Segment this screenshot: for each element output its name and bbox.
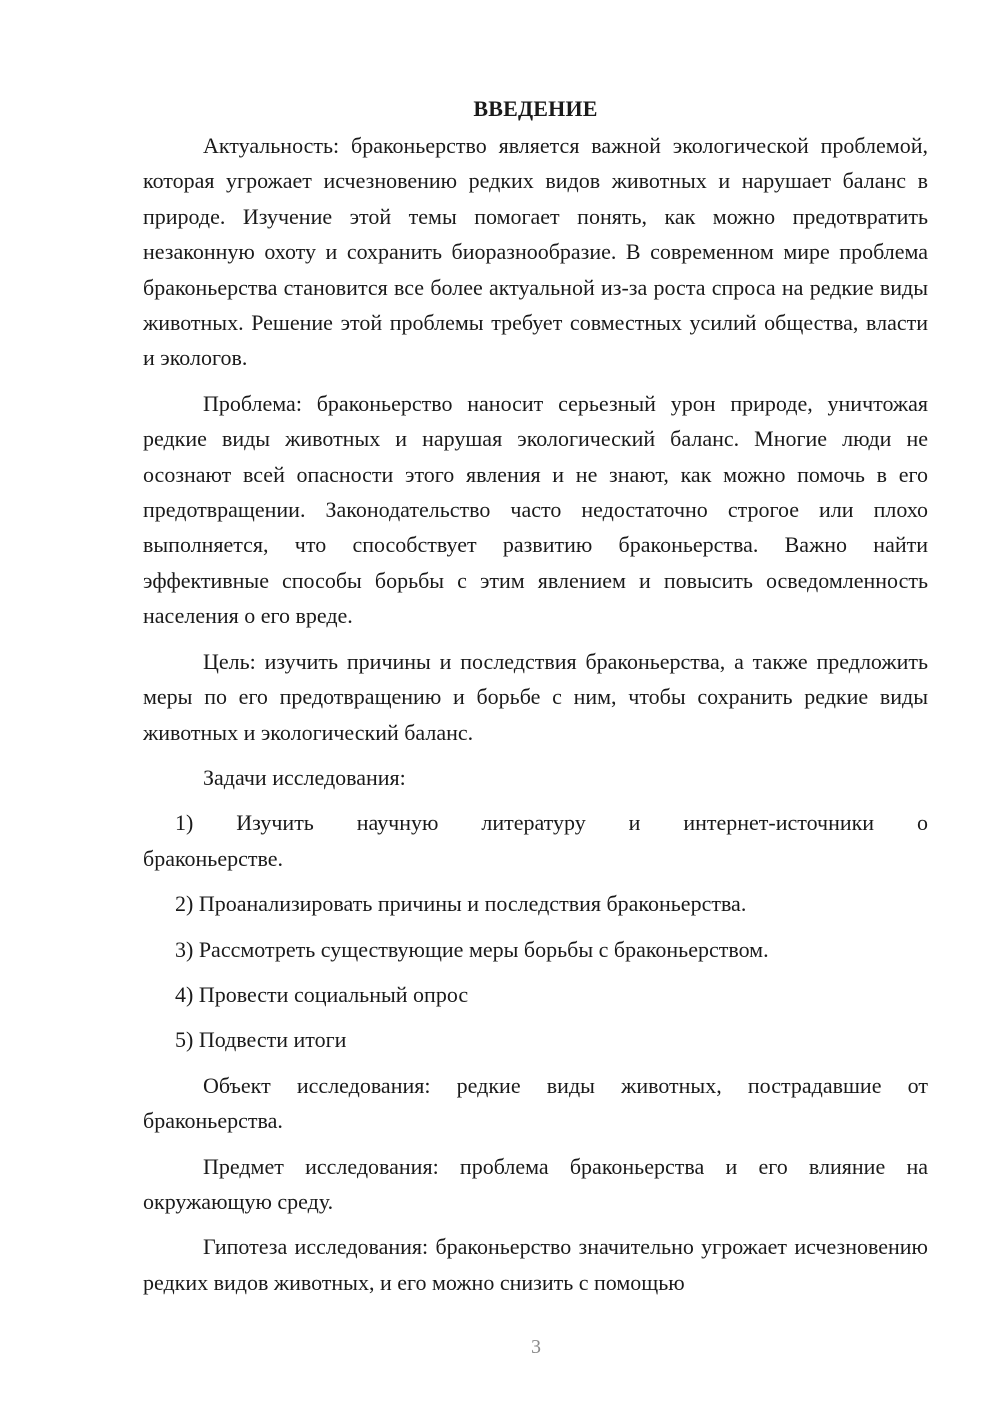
page-body [143, 91, 928, 1310]
relevance-paragraph: Актуальность: браконьерство является важной экологической проблемой, которая угрожает исчезновению редких видов животных и нарушает баланс в природе. Изучение этой темы помогает понять, как можно предотвратить незаконную охоту и сохранить биоразнообразие. В современном мире проблема браконьерства становится все более актуальной из-за роста спроса на редкие виды животных. Решение этой проблемы требует совместных усилий общества, власти и экологов. [143, 133, 928, 371]
task-item-3: 3) Рассмотреть существующие меры борьбы с браконьерством. [175, 936, 769, 962]
object-paragraph: Объект исследования: редкие виды животных, пострадавшие от браконьерства. [143, 1072, 928, 1134]
subject-paragraph: Предмет исследования: проблема браконьерства и его влияние на окружающую среду. [143, 1153, 928, 1214]
task-item-1: 1) Изучить научную литературу и интернет-источники о браконьерстве. [143, 810, 928, 871]
problem-paragraph: Проблема: браконьерство наносит серьезный урон природе, уничтожая редкие виды животных и нарушая экологический баланс. Многие люди не осознают всей опасности этого явления и не знают, как можно помочь в его предотвращении. Законодательство часто недостаточно строгое или плохо выполняется, что способствует развитию браконьерства. Важно найти эффективные способы борьбы с этим явлением и повысить осведомленность населения о его вреде. [143, 390, 928, 629]
task-item-2: 2) Проанализировать причины и последствия браконьерства. [175, 891, 747, 917]
page-title: ВВЕДЕНИЕ [473, 96, 598, 121]
task-item-5: 5) Подвести итоги [175, 1027, 347, 1053]
tasks-heading: Задачи исследования: [203, 764, 406, 790]
hypothesis-paragraph: Гипотеза исследования: браконьерство значительно угрожает исчезновению редких видов животных, и его можно снизить с помощью [143, 1234, 928, 1295]
task-item-4: 4) Провести социальный опрос [175, 981, 469, 1007]
page-number: 3 [531, 1336, 541, 1358]
goal-paragraph: Цель: изучить причины и последствия браконьерства, а также предложить меры по его предотвращению и борьбе с ним, чтобы сохранить редкие виды животных и экологический баланс. [143, 648, 928, 745]
